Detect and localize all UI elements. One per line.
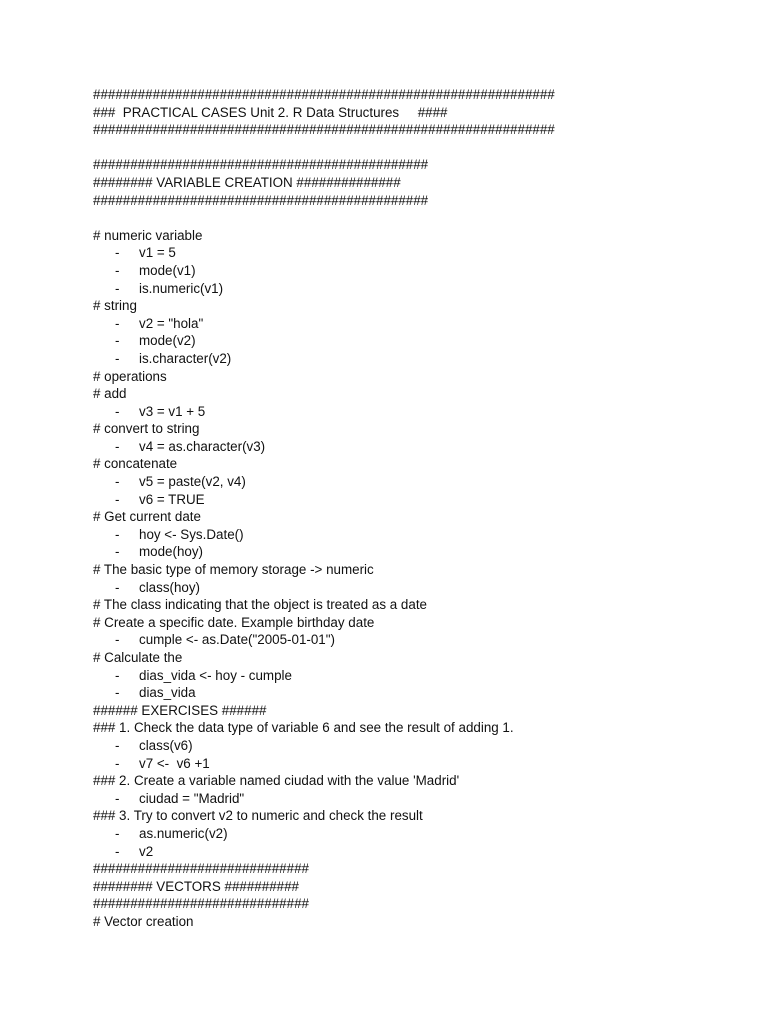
text-line: ############################################# [93,157,429,173]
bullet-code: as.numeric(v2) [139,825,228,841]
bullet-code: cumple <- as.Date("2005-01-01") [139,632,335,648]
bullet-marker: - [115,825,120,841]
bullet-code: class(v6) [139,737,193,753]
bullet-code: v1 = 5 [139,245,176,261]
bullet-marker: - [115,526,120,542]
text-line: # string [93,298,137,314]
text-line: ######## VARIABLE CREATION ############## [93,174,401,190]
bullet-code: class(hoy) [139,579,201,595]
bullet-marker: - [115,544,120,560]
bullet-marker: - [115,843,120,859]
text-line: # numeric variable [93,227,203,243]
bullet-marker: - [115,790,120,806]
bullet-marker: - [115,262,120,278]
bullet-code: v5 = paste(v2, v4) [139,474,246,490]
bullet-item [93,543,733,561]
bullet-marker: - [115,737,120,753]
bullet-item [93,579,733,597]
text-line: # Vector creation [93,913,194,929]
text-line: ############################# [93,861,309,877]
bullet-code: v4 = as.character(v3) [139,438,266,454]
bullet-marker: - [115,350,120,366]
bullet-item [93,403,733,421]
bullet-marker: - [115,491,120,507]
bullet-marker: - [115,438,120,454]
bullet-item [93,280,733,298]
bullet-marker: - [115,245,120,261]
blank-line [93,209,733,227]
text-line: # add [93,386,127,402]
text-line: # concatenate [93,456,178,472]
bullet-item [93,438,733,456]
bullet-code: v3 = v1 + 5 [139,403,206,419]
text-line: ############################################################## [93,122,555,138]
bullet-item [93,473,733,491]
text-line: ### 3. Try to convert v2 to numeric and check the result [93,808,423,824]
text-line: ############################# [93,896,309,912]
blank-line [93,139,733,157]
text-line: ############################################################## [93,87,555,102]
bullet-code: mode(hoy) [139,544,204,560]
bullet-code: v2 = "hola" [139,315,204,331]
bullet-marker: - [115,333,120,349]
bullet-marker: - [115,667,120,683]
bullet-item [93,825,733,843]
text-line: ### 2. Create a variable named ciudad with the value 'Madrid' [93,773,460,789]
bullet-marker: - [115,280,120,296]
text-line: ############################################# [93,192,429,208]
bullet-item [93,737,733,755]
bullet-marker: - [115,403,120,419]
text-line: # The basic type of memory storage -> numeric [93,562,374,578]
bullet-item [93,491,733,509]
bullet-code: hoy <- Sys.Date() [139,526,244,542]
bullet-item [93,755,733,773]
bullet-item [93,332,733,350]
text-line: # Get current date [93,509,201,525]
bullet-marker: - [115,755,120,771]
bullet-item [93,350,733,368]
text-line: # Calculate the [93,650,183,665]
text-line: ######## VECTORS ########## [93,878,299,894]
bullet-code: dias_vida <- hoy - cumple [139,667,292,683]
bullet-code: v6 = TRUE [139,491,205,507]
bullet-marker: - [115,685,120,701]
bullet-code: is.character(v2) [139,350,232,366]
bullet-item [93,244,733,262]
bullet-code: v7 <- v6 +1 [139,755,210,771]
bullet-marker: - [115,632,120,648]
bullet-code: ciudad = "Madrid" [139,790,245,806]
text-line: ###### EXERCISES ###### [93,702,267,718]
bullet-item [93,262,733,280]
text-line: # convert to string [93,421,200,437]
text-line: # operations [93,368,167,384]
bullet-code: mode(v1) [139,262,196,278]
bullet-code: mode(v2) [139,333,196,349]
bullet-item [93,315,733,333]
bullet-item [93,631,733,649]
bullet-item [93,667,733,685]
bullet-code: dias_vida [139,685,196,701]
text-line: ### PRACTICAL CASES Unit 2. R Data Structures #### [93,104,448,120]
bullet-code: v2 [139,843,154,859]
bullet-marker: - [115,474,120,490]
bullet-marker: - [115,315,120,331]
bullet-marker: - [115,579,120,595]
text-line: # The class indicating that the object is treated as a date [93,597,427,613]
bullet-code: is.numeric(v1) [139,280,224,296]
bullet-item [93,526,733,544]
bullet-item [93,684,733,702]
bullet-item [93,790,733,808]
bullet-item [93,843,733,861]
document-body [93,86,733,931]
text-line: # Create a specific date. Example birthday date [93,614,375,630]
text-line: ### 1. Check the data type of variable 6 and see the result of adding 1. [93,720,514,736]
